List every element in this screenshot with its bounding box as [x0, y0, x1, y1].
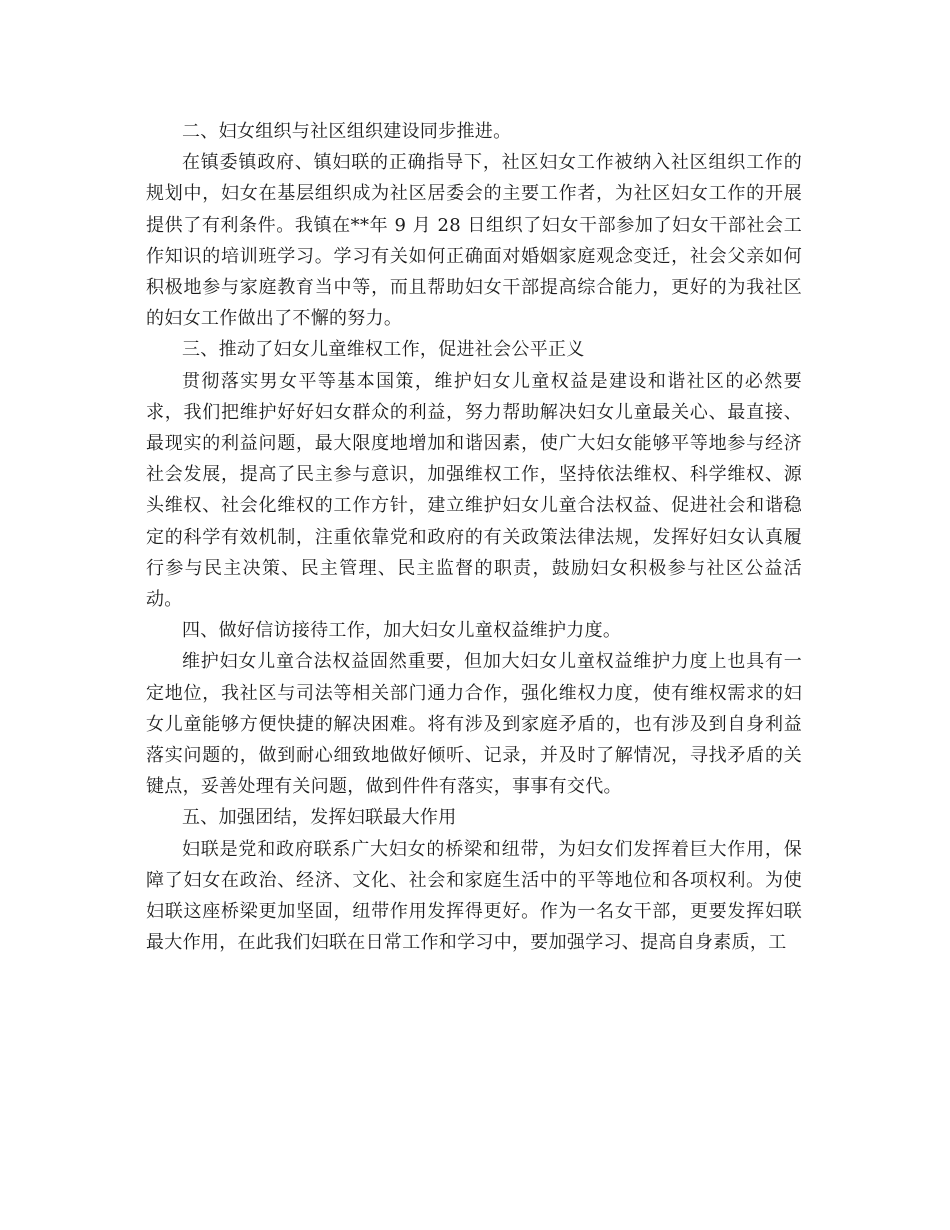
section-heading-4: 四、做好信访接待工作，加大妇女儿童权益维护力度。 — [182, 620, 622, 642]
paragraph-organization: 在镇委镇政府、镇妇联的正确指导下，社区妇女工作被纳入社区组织工作的规划中，妇女在基层组织成为社区居委会的主要工作者，为社区妇女工作的开展提供了有利条件。我镇在**年 9 月 28 日组织了妇女干部参加了妇女干部社会工作知识的培训班学习。学习有关如何正确面对婚姻家庭观念变迁，社会父亲如何积极地参与家庭教育当中等，而且帮助妇女干部提高综合能力，更好的为我社区的妇女工作做出了不懈的努力。 — [146, 152, 802, 330]
paragraph-rights: 贯彻落实男女平等基本国策，维护妇女儿童权益是建设和谐社区的必然要求，我们把维护好好妇女群众的利益，努力帮助解决妇女儿童最关心、最直接、最现实的利益问题，最大限度地增加和谐因素，使广大妇女能够平等地参与经济社会发展，提高了民主参与意识，加强维权工作，坚持依法维权、科学维权、源头维权、社会化维权的工作方针，建立维护妇女儿童合法权益、促进社会和谐稳定的科学有效机制，注重依靠党和政府的有关政策法律法规，发挥好妇女认真履行参与民主决策、民主管理、民主监督的职责，鼓励妇女积极参与社区公益活动。 — [146, 370, 802, 611]
section-heading-5: 五、加强团结，发挥妇联最大作用 — [182, 807, 457, 829]
document-body — [146, 116, 802, 958]
section-heading-2: 二、妇女组织与社区组织建设同步推进。 — [182, 121, 512, 142]
section-heading-3: 三、推动了妇女儿童维权工作，促进社会公平正义 — [182, 339, 585, 361]
paragraph-petition: 维护妇女儿童合法权益固然重要，但加大妇女儿童权益维护力度上也具有一定地位，我社区与司法等相关部门通力合作，强化维权力度，使有维权需求的妇女儿童能够方便快捷的解决困难。将有涉及到家庭矛盾的，也有涉及到自身利益落实问题的，做到耐心细致地做好倾听、记录，并及时了解情况，寻找矛盾的关键点，妥善处理有关问题，做到件件有落实，事事有交代。 — [146, 651, 802, 798]
paragraph-unity: 妇联是党和政府联系广大妇女的桥梁和纽带，为妇女们发挥着巨大作用，保障了妇女在政治、经济、文化、社会和家庭生活中的平等地位和各项权利。为使妇联这座桥梁更加坚固，纽带作用发挥得更好。作为一名女干部，更要发挥妇联最大作用，在此我们妇联在日常工作和学习中，要加强学习、提高自身素质，工 — [146, 838, 802, 954]
